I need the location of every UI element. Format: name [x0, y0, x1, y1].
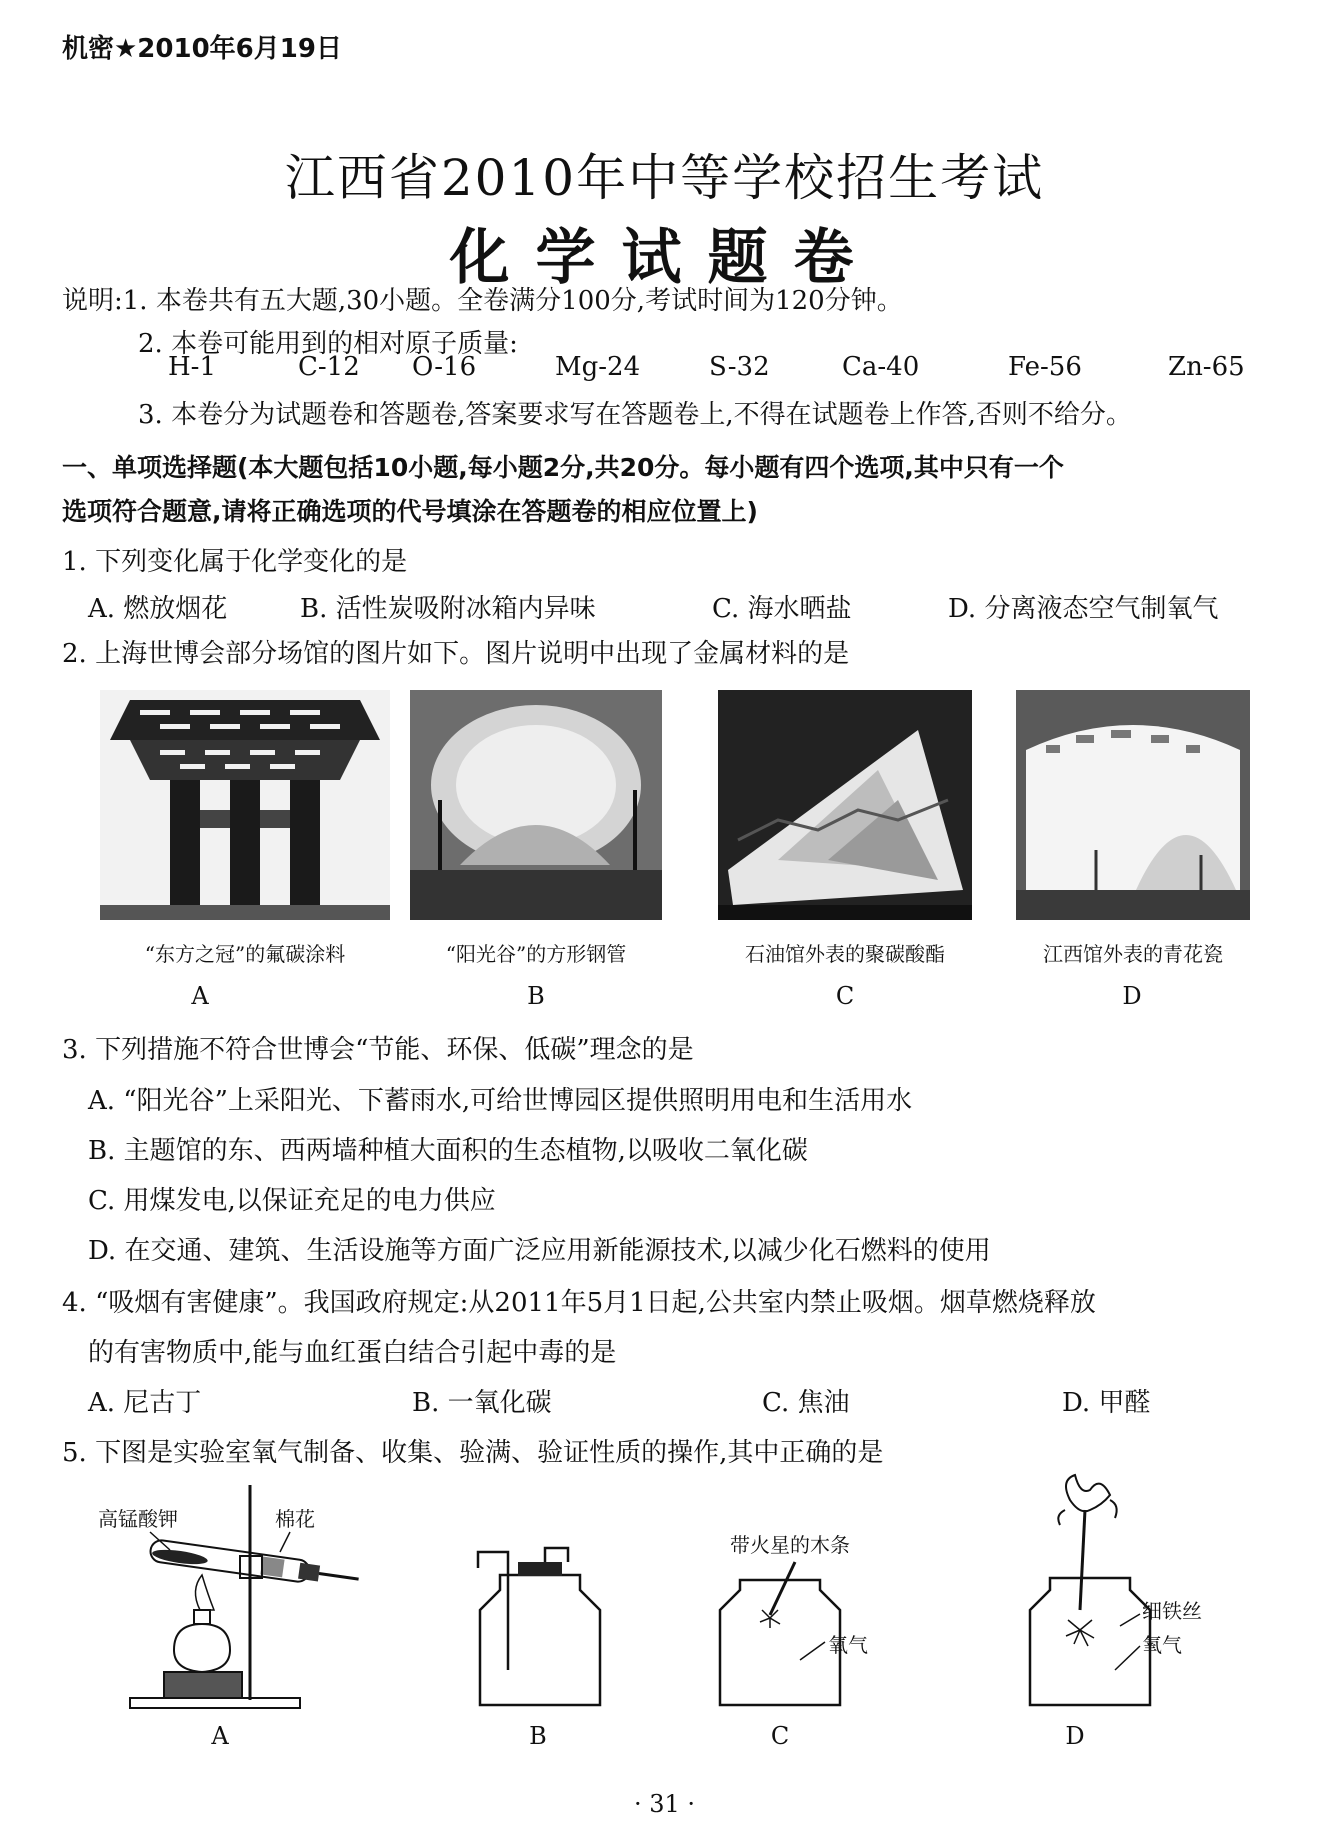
q5-letter-d: D: [1065, 1722, 1085, 1750]
q3-option-d: D. 在交通、建筑、生活设施等方面广泛应用新能源技术,以减少化石燃料的使用: [88, 1236, 991, 1266]
q1-option-c: C. 海水晒盐: [712, 594, 852, 624]
q3-option-c: C. 用煤发电,以保证充足的电力供应: [88, 1186, 496, 1216]
q2-caption-b: “阳光谷”的方形钢管: [445, 942, 627, 966]
q1-option-d: D. 分离液态空气制氧气: [948, 594, 1219, 624]
page-number: · 31 ·: [633, 1790, 696, 1818]
pavilion-photo-d: [1016, 690, 1250, 920]
apparatus-a-heating: [90, 1480, 370, 1720]
mass-mg: Mg-24: [555, 352, 641, 382]
apparatus-b-collection: [470, 1540, 620, 1710]
label-glowing-splint: 带火星的木条: [730, 1533, 850, 1557]
q2-letter-b: B: [527, 982, 545, 1010]
q4-stem-cont: 的有害物质中,能与血红蛋白结合引起中毒的是: [88, 1338, 617, 1368]
q3-option-a: A. “阳光谷”上采阳光、下蓄雨水,可给世博园区提供照明用电和生活用水: [88, 1086, 913, 1116]
pavilion-photo-a: [100, 690, 390, 920]
q5-letter-a: A: [211, 1722, 229, 1750]
label-oxygen-c: 氧气: [828, 1633, 868, 1657]
exam-title: 江西省2010年中等学校招生考试: [284, 149, 1045, 207]
instruction-3: 3. 本卷分为试题卷和答题卷,答案要求写在答题卷上,不得在试题卷上作答,否则不给分。: [138, 400, 1132, 430]
q1-option-a: A. 燃放烟花: [88, 594, 228, 624]
instruction-2: 2. 本卷可能用到的相对原子质量:: [138, 329, 518, 359]
instruction-1: 说明:1. 本卷共有五大题,30小题。全卷满分100分,考试时间为120分钟。: [62, 286, 903, 316]
q4-option-d: D. 甲醛: [1062, 1388, 1151, 1418]
label-iron-wire: 细铁丝: [1142, 1599, 1202, 1623]
mass-o: O-16: [412, 352, 477, 382]
q5-letter-c: C: [770, 1722, 790, 1750]
q5-letter-b: B: [529, 1722, 547, 1750]
q3-stem: 3. 下列措施不符合世博会“节能、环保、低碳”理念的是: [62, 1035, 694, 1065]
label-oxygen-d: 氧气: [1142, 1633, 1182, 1657]
paper-title: 化学试题卷: [449, 223, 880, 293]
q5-stem: 5. 下图是实验室氧气制备、收集、验满、验证性质的操作,其中正确的是: [62, 1438, 884, 1468]
mass-h: H-1: [168, 352, 217, 382]
q4-option-a: A. 尼古丁: [88, 1388, 202, 1418]
q2-caption-d: 江西馆外表的青花瓷: [1043, 942, 1223, 966]
confidential-date: 机密★2010年6月19日: [62, 34, 342, 64]
mass-zn: Zn-65: [1168, 352, 1245, 382]
q1-option-b: B. 活性炭吸附冰箱内异味: [300, 594, 596, 624]
q2-caption-a: “东方之冠”的氟碳涂料: [144, 942, 346, 966]
atomic-mass-list: [0, 352, 1329, 386]
q4-stem: 4. “吸烟有害健康”。我国政府规定:从2011年5月1日起,公共室内禁止吸烟。烟草燃烧释放: [62, 1288, 1096, 1318]
q2-letter-d: D: [1122, 982, 1142, 1010]
apparatus-d-iron: [1010, 1470, 1240, 1710]
q3-option-b: B. 主题馆的东、西两墙种植大面积的生态植物,以吸收二氧化碳: [88, 1136, 808, 1166]
q4-option-b: B. 一氧化碳: [412, 1388, 552, 1418]
section1-heading-cont: 选项符合题意,请将正确选项的代号填涂在答题卷的相应位置上): [62, 497, 758, 526]
section1-heading: 一、单项选择题(本大题包括10小题,每小题2分,共20分。每小题有四个选项,其中只有一个: [62, 453, 1064, 482]
q2-stem: 2. 上海世博会部分场馆的图片如下。图片说明中出现了金属材料的是: [62, 639, 850, 669]
q1-stem: 1. 下列变化属于化学变化的是: [62, 547, 408, 577]
q2-caption-c: 石油馆外表的聚碳酸酯: [745, 942, 945, 966]
apparatus-c-test: [700, 1530, 900, 1710]
pavilion-photo-c: [718, 690, 972, 920]
q2-letter-c: C: [835, 982, 855, 1010]
mass-ca: Ca-40: [842, 352, 920, 382]
q2-letter-a: A: [191, 982, 209, 1010]
mass-c: C-12: [298, 352, 360, 382]
mass-s: S-32: [709, 352, 770, 382]
mass-fe: Fe-56: [1008, 352, 1082, 382]
pavilion-photo-b: [410, 690, 662, 920]
label-cotton: 棉花: [275, 1507, 315, 1531]
q4-option-c: C. 焦油: [762, 1388, 850, 1418]
label-kmno4: 高锰酸钾: [98, 1507, 178, 1531]
